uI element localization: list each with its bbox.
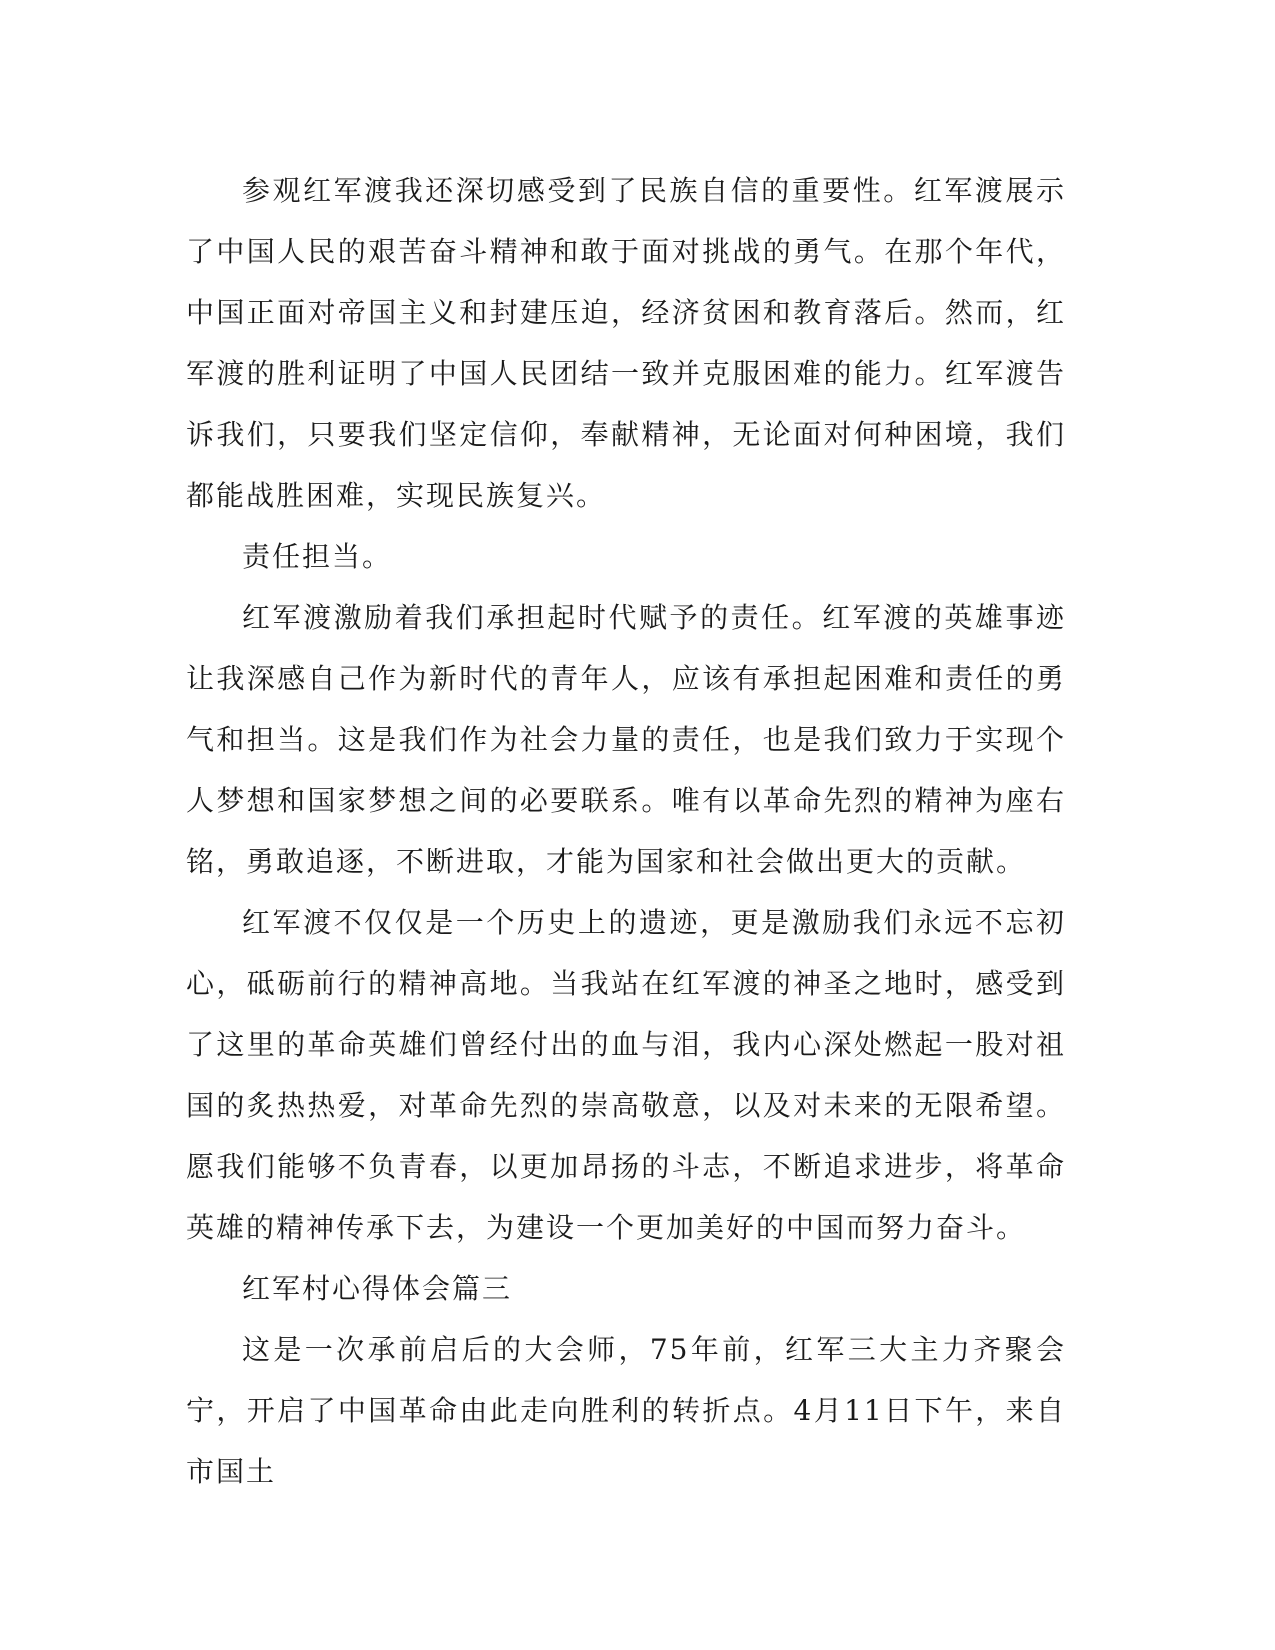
paragraph-responsibility: 红军渡激励着我们承担起时代赋予的责任。红军渡的英雄事迹让我深感自己作为新时代的青年人，应该有承担起困难和责任的勇气和担当。这是我们作为社会力量的责任，也是我们致力于实现个人梦想和国家梦想之间的必要联系。唯有以革命先烈的精神为座右铭，勇敢追逐，不断进取，才能为国家和社会做出更大的贡献。 — [186, 601, 1066, 878]
paragraph-huining-reunion: 这是一次承前启后的大会师，75年前，红军三大主力齐聚会宁，开启了中国革命由此走向胜利的转折点。4月11日下午，来自市国土 — [186, 1333, 1066, 1488]
document-body — [186, 160, 1066, 1502]
section-heading-part-three: 红军村心得体会篇三 — [242, 1272, 513, 1305]
section-heading-responsibility: 责任担当。 — [242, 540, 393, 573]
paragraph-spiritual-highland: 红军渡不仅仅是一个历史上的遗迹，更是激励我们永远不忘初心，砥砺前行的精神高地。当我站在红军渡的神圣之地时，感受到了这里的革命英雄们曾经付出的血与泪，我内心深处燃起一股对祖国的炙热热爱，对革命先烈的崇高敬意，以及对未来的无限希望。愿我们能够不负青春，以更加昂扬的斗志，不断追求进步，将革命英雄的精神传承下去，为建设一个更加美好的中国而努力奋斗。 — [186, 906, 1066, 1244]
paragraph-national-confidence: 参观红军渡我还深切感受到了民族自信的重要性。红军渡展示了中国人民的艰苦奋斗精神和敢于面对挑战的勇气。在那个年代，中国正面对帝国主义和封建压迫，经济贫困和教育落后。然而，红军渡的胜利证明了中国人民团结一致并克服困难的能力。红军渡告诉我们，只要我们坚定信仰，奉献精神，无论面对何种困境，我们都能战胜困难，实现民族复兴。 — [186, 174, 1066, 512]
